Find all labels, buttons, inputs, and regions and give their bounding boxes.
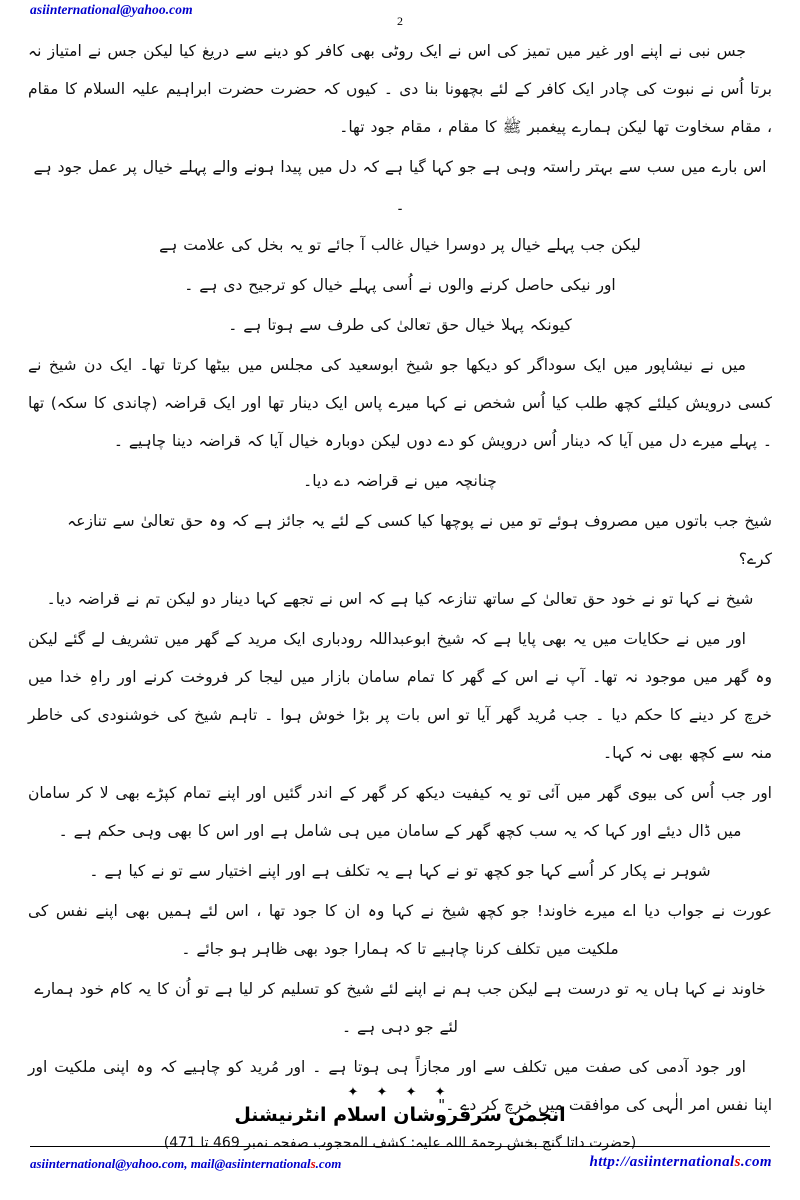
paragraph-4: اور نیکی حاصل کرنے والوں نے اُسی پہلے خیال کو ترجیح دی ہے ۔ [184, 276, 616, 294]
ornament-separator-icon: ✦ ✦ ✦ ✦ [347, 1085, 453, 1100]
footer-emails-accent-letter: s [310, 1156, 316, 1171]
citation-closing-paren: ) [163, 1135, 170, 1151]
paragraph-12: شوہر نے پکار کر اُسے کہا جو کچھ تو نے کہا ہے یہ تکلف ہے اور اپنے اختیار سے تو نے کیا ہے ۔ [89, 862, 711, 880]
paragraph-8: شیخ جب باتوں میں مصروف ہوئے تو میں نے پوچھا کیا کسی کے لئے یہ جائز ہے کہ وہ حق تعالیٰ سے تنازعہ کرے؟ [67, 512, 772, 568]
footer-emails-tld: .com [315, 1156, 342, 1171]
footer-url-accent-letter: s [734, 1154, 741, 1170]
page-header [0, 2, 800, 34]
page-number: 2 [397, 14, 403, 28]
paragraph-15: اور جود آدمی کی صفت میں تکلف سے اور مجازاً ہی ہوتا ہے ۔ اور مُرید کو چاہیے کہ وہ اپنی ملکیت اور اپنا نفس امر الٰہی کی موافقت میں خرچ کر دے ۔" [28, 1058, 772, 1114]
paragraph-6: میں نے نیشاپور میں ایک سوداگر کو دیکھا جو شیخ ابوسعید کی مجلس میں بیٹھا کرتا تھا۔ ایک دن شیخ نے کسی درویش کیلئے کچھ طلب کیا اُس شخص نے کہا میرے پاس ایک دینار تھا اور ایک قراضہ (چاندی کا سکہ) تھا ۔ پہلے میرے دل میں آیا کہ دینار اُس درویش کو دے دوں لیکن دوبارہ خیال آیا کہ قراضہ دینا چاہیے ۔ [28, 356, 772, 450]
paragraph-1: جس نبی نے اپنے اور غیر میں تمیز کی اس نے ایک روٹی بھی کافر کو دینے سے دریغ کیا لیکن جس نے امتیاز نہ برتا اُس نے نبوت کی چادر ایک کافر کے لئے بچھونا بنا دی ۔ کیوں کہ حضرت حضرت ابراہیم علیہ السلام کا مقام ، مقام سخاوت تھا لیکن ہمارے پیغمبر ﷺ کا مقام ، مقام جود تھا۔ [28, 42, 772, 136]
footer-url-tld: .com [740, 1154, 772, 1170]
paragraph-11: اور جب اُس کی بیوی گھر میں آئی تو یہ کیفیت دیکھ کر گھر کے اندر گئیں اور اپنے تمام کپڑے بھی لا کر سامان میں ڈال دیئے اور کہا کہ یہ سب کچھ گھر کے سامان میں ہی شامل ہے اور اس کا بھی وہی حکم ہے ۔ [28, 784, 772, 840]
paragraph-13: عورت نے جواب دیا اے میرے خاوند! جو کچھ شیخ نے کہا وہ ان کا جود تھا ، اس لئے ہمیں بھی اپنے نفس کی ملکیت میں تکلف کرنا چاہیے تا کہ ہمارا جود بھی ظاہر ہو جائے ۔ [28, 902, 772, 958]
footer-emails-text: asiinternational@yahoo.com, mail@asiinternational [30, 1156, 311, 1171]
page-footer [0, 1152, 800, 1182]
paragraph-10: اور میں نے حکایات میں یہ بھی پایا ہے کہ شیخ ابوعبداللہ رودباری ایک مرید کے گھر میں تشریف لے گئے لیکن وہ گھر میں موجود نہ تھا۔ آپ نے اس کے گھر کا تمام سامان بازار میں لیجا کر فروخت کرنے اور راہِ خدا میں خرچ کر دینے کا حکم دیا ۔ جب مُرید گھر آیا تو اس بات پر بڑا خوش ہوا ۔ تاہم شیخ کی خوشنودی کی خاطر منہ سے کچھ بھی نہ کہا۔ [28, 630, 772, 762]
paragraph-5: کیونکہ پہلا خیال حق تعالیٰ کی طرف سے ہوتا ہے ۔ [228, 316, 572, 334]
footer-divider [30, 1146, 770, 1147]
footer-email-addresses[interactable] [30, 1156, 341, 1172]
header-email-address[interactable]: asiinternational@yahoo.com [30, 2, 193, 17]
paragraph-9: شیخ نے کہا تو نے خود حق تعالیٰ کے ساتھ تنازعہ کیا ہے کہ اس نے تجھے کہا دینار دو لیکن تم نے قراضہ دیا۔ [46, 590, 754, 608]
citation-page-range: 469 تا 471 [169, 1135, 240, 1151]
footer-url-text: http://asiinternational [589, 1154, 735, 1170]
paragraph-7: چنانچہ میں نے قراضہ دے دیا۔ [303, 472, 497, 490]
citation-source: (حضرت داتا گنج بخش رحمۃ اللہ علیہ: کشف المحجوب صفحہ نمبر [244, 1135, 637, 1151]
paragraph-3: لیکن جب پہلے خیال پر دوسرا خیال غالب آ جائے تو یہ بخل کی علامت ہے [159, 236, 641, 254]
paragraph-2: اس بارے میں سب سے بہتر راستہ وہی ہے جو کہا گیا ہے کہ دل میں پیدا ہونے والے پہلے خیال پر عمل جود ہے ۔ [33, 158, 767, 214]
organization-name: انجمن سرفروشان اسلام انٹرنیشنل [234, 1104, 566, 1126]
footer-website-url[interactable] [589, 1154, 772, 1171]
paragraph-14: خاوند نے کہا ہاں یہ تو درست ہے لیکن جب ہم نے اپنے لئے شیخ کو تسلیم کر لیا ہے تو اُن کا یہ کام خود ہمارے لئے جو دہی ہے ۔ [34, 980, 766, 1036]
